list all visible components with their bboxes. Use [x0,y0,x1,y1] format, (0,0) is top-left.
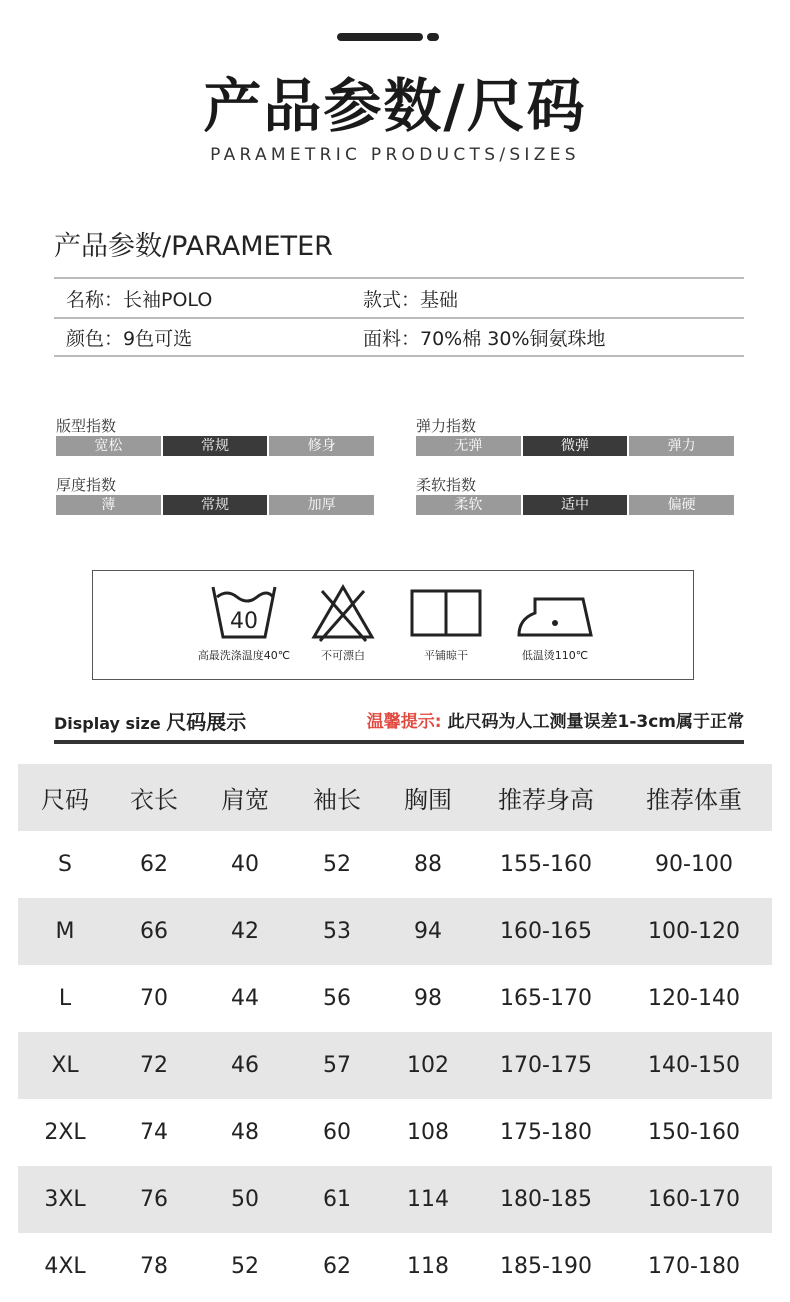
size-table-header [18,764,772,831]
cell-weight: 90-100 [655,852,733,877]
stretch-index-bar [416,436,734,456]
parameter-fabric: 面料：70%棉 30%铜氨珠地 [363,327,606,350]
cell-length: 66 [140,919,168,944]
table-row [18,1099,772,1166]
header-bar-decoration [337,33,423,41]
stretch-option-slight: 微弹 [523,436,628,456]
cell-sleeve: 57 [323,1053,351,1078]
header-size: 尺码 [41,786,89,814]
cell-shoulder: 40 [231,852,259,877]
header-weight: 推荐体重 [646,786,742,814]
cell-shoulder: 42 [231,919,259,944]
cell-sleeve: 52 [323,852,351,877]
size-notice [367,708,744,736]
cell-length: 78 [140,1254,168,1279]
cell-chest: 118 [407,1254,449,1279]
cell-height: 175-180 [500,1120,592,1145]
page-subtitle: PARAMETRIC PRODUCTS/SIZES [210,145,580,165]
care-label-dry: 平铺晾干 [424,649,468,662]
softness-index-bar [416,495,734,515]
fit-option-slim: 修身 [269,436,374,456]
cell-length: 74 [140,1120,168,1145]
table-row [18,1233,772,1300]
cell-height: 185-190 [500,1254,592,1279]
size-title-cn: 尺码展示 [166,710,247,734]
table-row [18,965,772,1032]
thickness-index [56,475,374,515]
cell-weight: 160-170 [648,1187,740,1212]
fit-index-bar [56,436,374,456]
parameter-color: 颜色：9色可选 [66,327,193,350]
cell-chest: 94 [414,919,442,944]
care-item-wash [189,583,299,663]
cell-sleeve: 61 [323,1187,351,1212]
thickness-index-label: 厚度指数 [56,476,117,494]
header-chest: 胸围 [404,786,452,814]
softness-option-medium: 适中 [523,495,628,515]
cell-size: 4XL [44,1254,86,1279]
softness-index [416,475,734,515]
cell-sleeve: 62 [323,1254,351,1279]
no-bleach-icon [310,583,376,643]
header-dot-decoration [427,33,439,41]
table-row [18,898,772,965]
cell-size: S [58,852,72,877]
header-height: 推荐身高 [498,786,594,814]
parameter-row [54,317,744,357]
softness-option-soft: 柔软 [416,495,521,515]
cell-weight: 170-180 [648,1254,740,1279]
cell-height: 155-160 [500,852,592,877]
care-item-dry [396,583,496,663]
thickness-option-thick: 加厚 [269,495,374,515]
cell-weight: 120-140 [648,986,740,1011]
cell-length: 76 [140,1187,168,1212]
cell-length: 62 [140,852,168,877]
cell-weight: 100-120 [648,919,740,944]
cell-shoulder: 52 [231,1254,259,1279]
size-section-title [54,708,246,738]
stretch-option-none: 无弹 [416,436,521,456]
care-label-bleach: 不可漂白 [321,649,365,662]
header-length: 衣长 [130,786,178,814]
care-label-wash: 高最洗涤温度40℃ [197,649,291,662]
cell-length: 70 [140,986,168,1011]
size-section-header [54,708,744,744]
iron-low-icon [515,583,595,643]
care-instructions [92,570,694,680]
size-notice-label: 温馨提示: [366,712,442,732]
cell-chest: 108 [407,1120,449,1145]
page-title: 产品参数/尺码 [203,72,587,140]
size-notice-text: 此尺码为人工测量误差1-3cm属于正常 [441,712,744,732]
table-row [18,1166,772,1233]
table-row [18,831,772,898]
softness-index-label: 柔软指数 [416,476,477,494]
fit-option-loose: 宽松 [56,436,161,456]
parameter-row [54,277,744,317]
thickness-option-thin: 薄 [56,495,161,515]
cell-shoulder: 50 [231,1187,259,1212]
care-item-iron [505,583,605,663]
softness-option-hard: 偏硬 [629,495,734,515]
cell-height: 180-185 [500,1187,592,1212]
cell-shoulder: 48 [231,1120,259,1145]
stretch-index [416,416,734,456]
cell-shoulder: 46 [231,1053,259,1078]
cell-chest: 88 [414,852,442,877]
header-shoulder: 肩宽 [221,786,269,814]
cell-sleeve: 53 [323,919,351,944]
parameter-table [54,277,744,357]
fit-index [56,416,374,456]
care-label-iron: 低温烫110℃ [521,649,589,662]
fit-option-regular: 常规 [163,436,268,456]
cell-size: L [58,986,72,1011]
cell-height: 165-170 [500,986,592,1011]
cell-weight: 140-150 [648,1053,740,1078]
cell-length: 72 [140,1053,168,1078]
fit-index-label: 版型指数 [56,417,117,435]
cell-sleeve: 56 [323,986,351,1011]
cell-chest: 114 [407,1187,449,1212]
care-item-bleach [293,583,393,663]
flat-dry-icon [408,583,484,643]
cell-sleeve: 60 [323,1120,351,1145]
cell-height: 160-165 [500,919,592,944]
wash-40-icon [209,583,279,643]
stretch-option-stretch: 弹力 [629,436,734,456]
cell-size: XL [51,1053,79,1078]
cell-chest: 102 [407,1053,449,1078]
header-sleeve: 袖长 [313,786,361,814]
cell-height: 170-175 [500,1053,592,1078]
cell-size: 2XL [44,1120,86,1145]
cell-size: 3XL [44,1187,86,1212]
cell-chest: 98 [414,986,442,1011]
wash-temp-label: 40 [230,609,258,634]
parameter-name: 名称：长袖POLO [66,288,213,311]
size-title-en: Display size [54,714,167,733]
thickness-option-regular: 常规 [163,495,268,515]
parameter-heading: 产品参数/PARAMETER [54,231,333,262]
cell-shoulder: 44 [231,986,259,1011]
table-row [18,1032,772,1099]
cell-weight: 150-160 [648,1120,740,1145]
size-table [18,764,772,1300]
cell-size: M [55,919,75,944]
stretch-index-label: 弹力指数 [416,417,477,435]
thickness-index-bar [56,495,374,515]
parameter-style: 款式：基础 [363,288,459,311]
